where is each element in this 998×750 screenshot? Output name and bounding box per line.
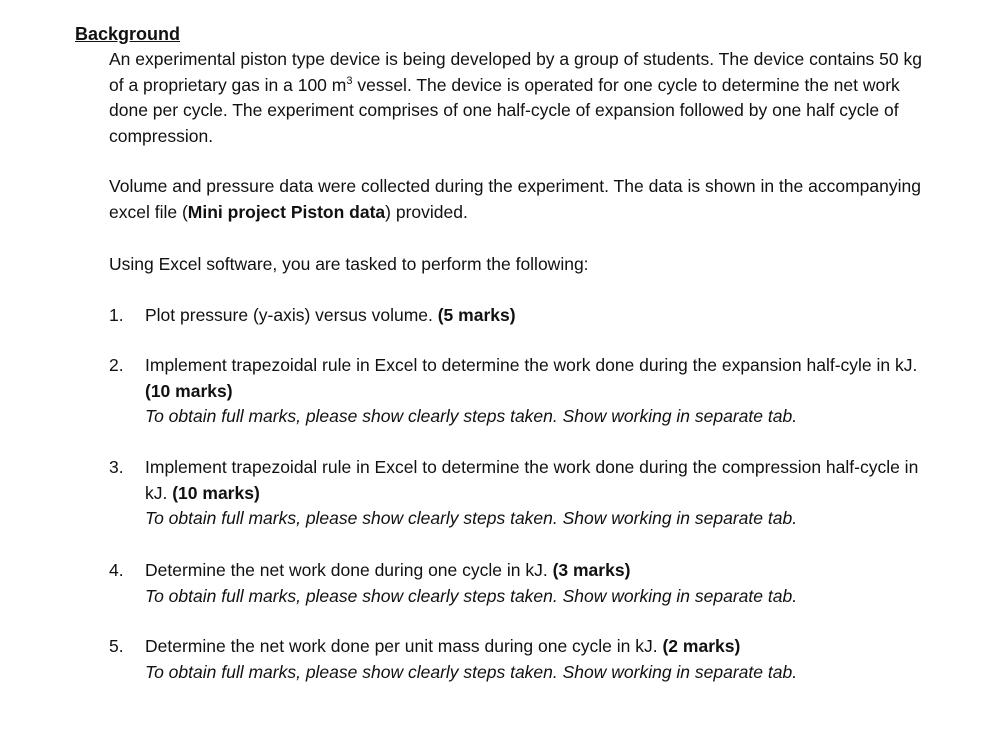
task-item bbox=[109, 455, 929, 532]
task-note: To obtain full marks, please show clearly steps taken. Show working in separate tab. bbox=[145, 406, 798, 426]
task-number: 2. bbox=[109, 355, 124, 375]
task-text: Determine the net work done during one cycle in kJ. bbox=[145, 560, 553, 580]
task-item bbox=[109, 353, 929, 430]
instructions-intro: Using Excel software, you are tasked to perform the following: bbox=[109, 254, 589, 274]
background-paragraph bbox=[109, 47, 929, 149]
task-text: Plot pressure (y-axis) versus volume. bbox=[145, 305, 438, 325]
data-paragraph bbox=[109, 174, 929, 225]
section-heading: Background bbox=[75, 24, 181, 44]
task-marks: (10 marks) bbox=[145, 380, 233, 401]
file-name: Mini project Piston data bbox=[187, 201, 386, 222]
task-text: Implement trapezoidal rule in Excel to determine the work done during the expansion half-cyle in kJ. bbox=[145, 355, 918, 375]
task-item bbox=[109, 558, 929, 609]
task-marks: (3 marks) bbox=[552, 560, 631, 580]
task-number: 4. bbox=[109, 560, 124, 580]
task-note: To obtain full marks, please show clearly steps taken. Show working in separate tab. bbox=[145, 508, 798, 528]
task-marks: (5 marks) bbox=[437, 305, 516, 325]
superscript: 3 bbox=[346, 74, 353, 87]
paragraph-text: Volume and pressure data were collected during the experiment. The data is shown in the accompanying excel file ( bbox=[109, 176, 921, 222]
task-item bbox=[109, 634, 929, 685]
task-number: 3. bbox=[109, 457, 124, 477]
task-marks: (10 marks) bbox=[172, 482, 260, 503]
task-number: 1. bbox=[109, 305, 124, 325]
paragraph-text: An experimental piston type device is being developed by a group of students. The device contains 50 kg of a proprietary gas in a 100 m bbox=[109, 49, 922, 95]
paragraph-text: ) provided. bbox=[385, 201, 468, 222]
task-item bbox=[109, 303, 929, 329]
task-marks: (2 marks) bbox=[662, 636, 741, 656]
task-text: Implement trapezoidal rule in Excel to determine the work done during the compression half-cycle in kJ. bbox=[145, 457, 919, 503]
task-note: To obtain full marks, please show clearly steps taken. Show working in separate tab. bbox=[145, 585, 798, 606]
task-text: Determine the net work done per unit mass during one cycle in kJ. bbox=[145, 636, 663, 656]
task-number: 5. bbox=[109, 636, 124, 656]
task-note: To obtain full marks, please show clearly steps taken. Show working in separate tab. bbox=[145, 661, 798, 682]
paragraph-text: vessel. The device is operated for one cycle to determine the net work done per cycle. The experiment comprises of one half-cycle of expansion followed by one half cycle of compression. bbox=[109, 74, 900, 146]
